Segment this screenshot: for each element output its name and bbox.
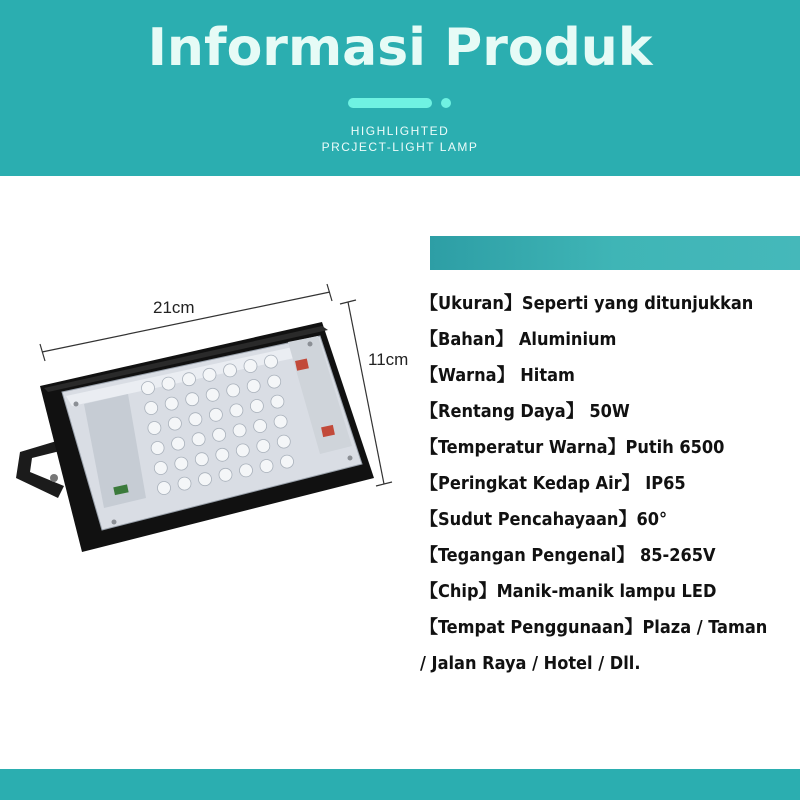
accent-dot [441,98,451,108]
led-bead [209,408,222,421]
led-bead [151,442,164,455]
led-bead [192,433,205,446]
led-bead [257,440,270,453]
spec-item: 【Ukuran】Seperti yang ditunjukkan [420,293,754,314]
led-bead [233,424,246,437]
led-bead [274,415,287,428]
led-bead [162,377,175,390]
footer-bar [0,769,800,800]
led-bead [260,460,273,473]
led-bead [183,373,196,386]
led-bead [219,468,232,481]
spec-header-bar [430,236,800,270]
accent-bar [348,98,432,108]
led-bead [168,417,181,430]
height-dimension-label: 11cm [368,350,409,369]
led-bead [224,364,237,377]
led-bead [203,368,216,381]
led-bead [186,393,199,406]
led-bead [142,382,155,395]
spec-item-continuation: / Jalan Raya / Hotel / Dll. [420,653,641,674]
led-bead [236,444,249,457]
led-bead [240,464,253,477]
spec-item: 【Warna】 Hitam [420,365,575,386]
spec-item: 【Bahan】 Aluminium [420,329,617,350]
subtitle-line-2: PRCJECT-LIGHT LAMP [321,140,479,154]
led-bead [244,360,257,373]
led-bead [230,404,243,417]
led-bead [178,477,191,490]
subtitle-line-1: HIGHLIGHTED [350,124,450,138]
led-bead [175,457,188,470]
led-bead [268,375,281,388]
led-bead [271,395,284,408]
led-bead [154,462,167,475]
led-bead [265,355,278,368]
spec-item: 【Sudut Pencahayaan】60° [420,509,668,530]
led-bead [227,384,240,397]
led-bead [158,482,171,495]
spec-item: 【Chip】Manik-manik lampu LED [420,581,717,602]
led-bead [199,473,212,486]
spec-list [420,286,800,682]
page-title: Informasi Produk [147,18,653,78]
led-bead [148,422,161,435]
led-bead [165,397,178,410]
width-dimension-label: 21cm [153,298,195,317]
led-bead [281,455,294,468]
led-bead [250,400,263,413]
led-bead [145,402,158,415]
header-banner [0,0,800,176]
spec-item: 【Peringkat Kedap Air】 IP65 [420,473,686,494]
spec-item: 【Tempat Penggunaan】Plaza / Taman [420,617,768,638]
led-bead [213,428,226,441]
spec-item: 【Rentang Daya】 50W [420,401,630,422]
led-bead [206,388,219,401]
led-bead [195,453,208,466]
spec-item: 【Temperatur Warna】Putih 6500 [420,437,725,458]
led-bead [247,380,260,393]
led-bead [172,437,185,450]
led-bead [254,420,267,433]
led-bead [216,448,229,461]
led-bead [189,413,202,426]
floodlight-product-image [0,270,420,570]
led-bead [277,435,290,448]
spec-item: 【Tegangan Pengenal】 85-265V [420,545,716,566]
